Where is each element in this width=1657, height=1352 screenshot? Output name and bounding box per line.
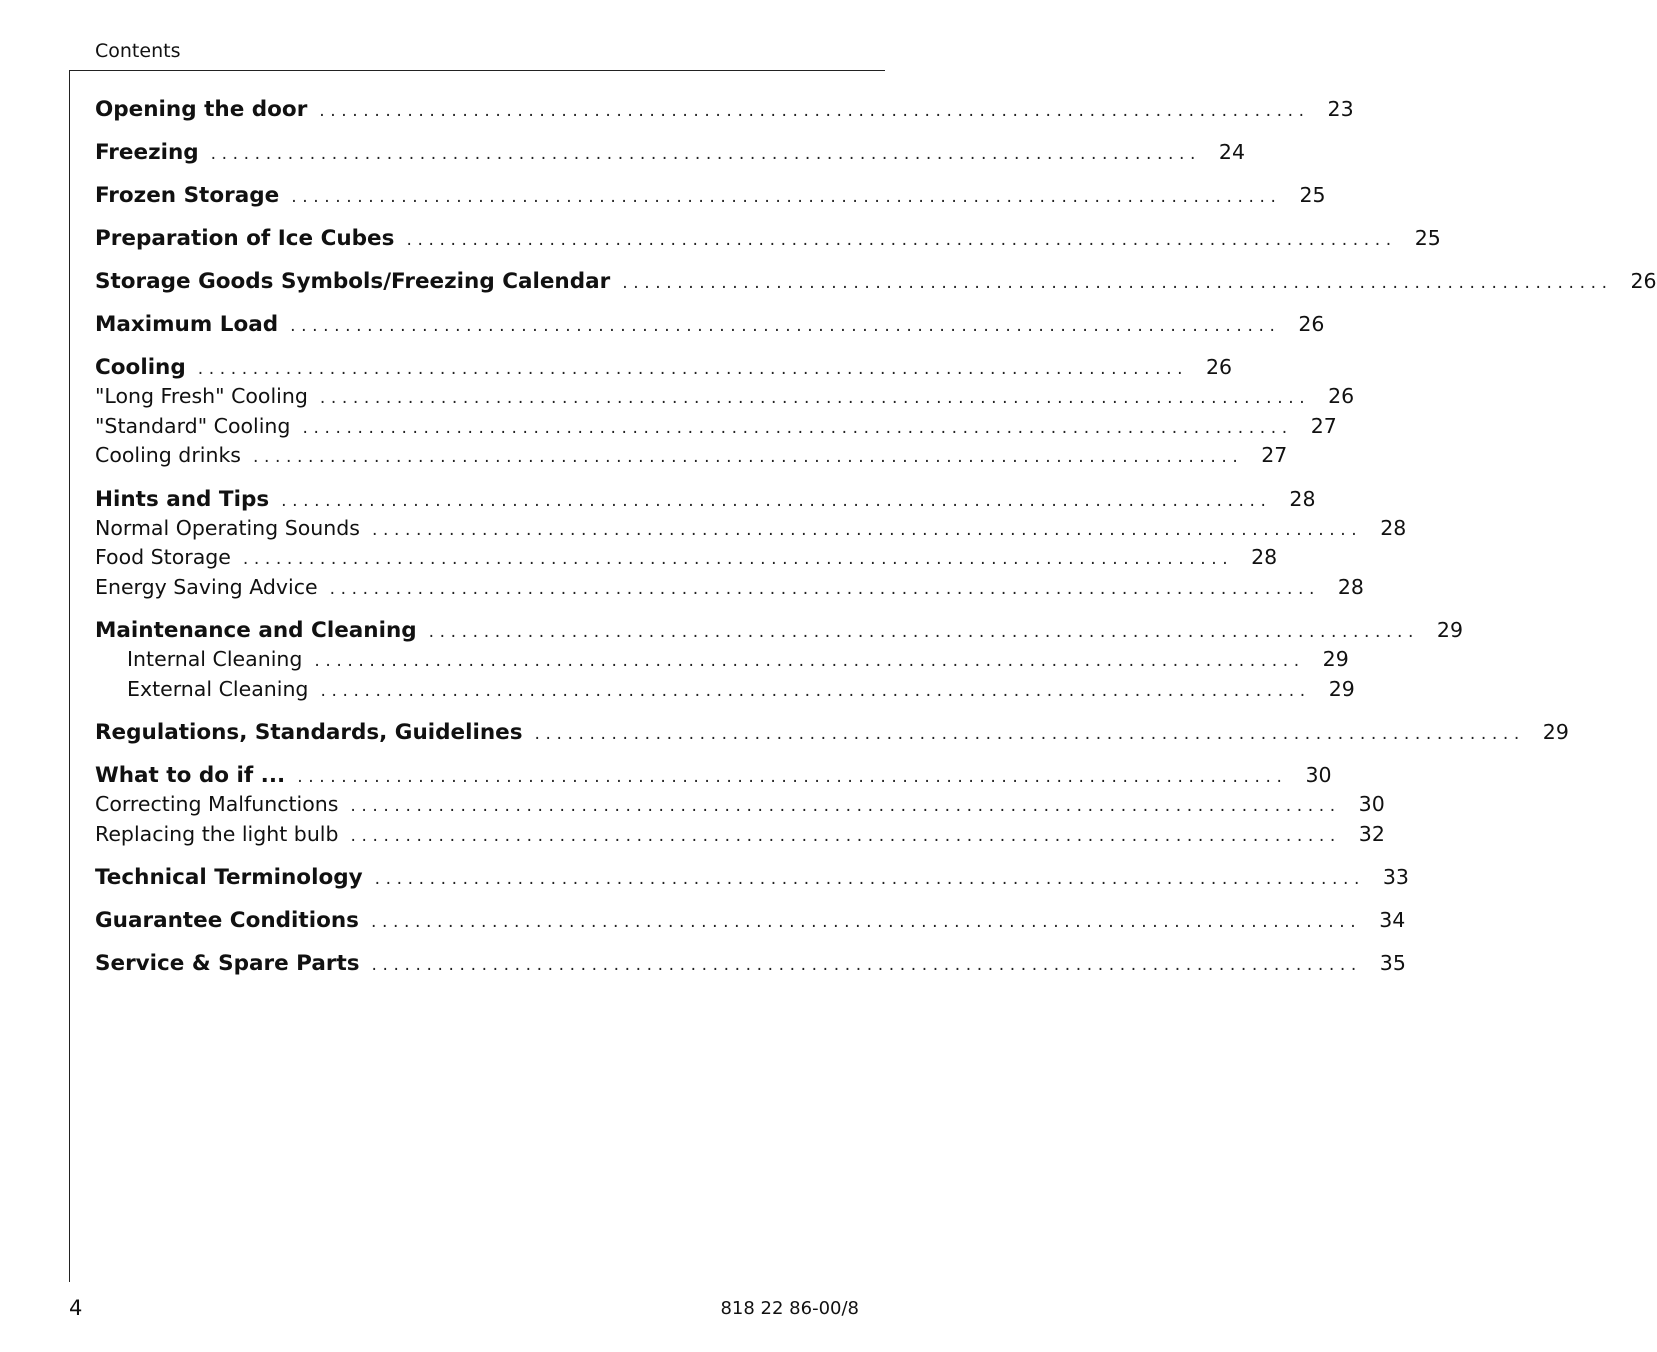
dot-leader: .......................................................................................... [314, 651, 1305, 671]
toc-entry [95, 137, 1246, 167]
dot-leader: .......................................................................................... [350, 825, 1341, 846]
dot-leader: .......................................................................................... [319, 101, 1310, 121]
toc-entry-title: Maximum Load [95, 312, 279, 337]
toc-entry-page: 25 [1299, 183, 1326, 207]
toc-entry-title: Preparation of Ice Cubes [95, 226, 395, 251]
toc-group [95, 760, 1385, 849]
toc-entry [95, 309, 1325, 339]
toc-group [95, 94, 1354, 124]
dot-leader: .......................................................................................... [622, 273, 1613, 293]
document-code: 818 22 86-00/8 [720, 1298, 859, 1319]
toc-group [95, 717, 1569, 747]
toc-subentry [95, 382, 1355, 412]
toc-entry-title: Storage Goods Symbols/Freezing Calendar [95, 269, 611, 294]
toc-entry [95, 352, 1233, 382]
toc-entry-title: Maintenance and Cleaning [95, 618, 417, 643]
toc-entry-page: 28 [1380, 515, 1407, 540]
toc-entry-title: Opening the door [95, 97, 308, 122]
toc-group [95, 352, 1355, 471]
toc-group [95, 309, 1325, 339]
toc-entry-page: 27 [1261, 443, 1288, 467]
dot-leader: .......................................................................................... [371, 519, 1363, 540]
toc-entry-page: 30 [1305, 763, 1332, 787]
toc-entry-title: Regulations, Standards, Guidelines [95, 720, 523, 745]
toc-entry [95, 180, 1326, 210]
margin-rule [69, 70, 70, 1282]
dot-leader: .......................................................................................... [290, 316, 1281, 336]
dot-leader: .......................................................................................... [242, 549, 1234, 569]
toc-entry-title: Food Storage [95, 545, 231, 569]
toc-entry-title: Cooling drinks [95, 443, 241, 467]
toc-entry-page: 26 [1206, 355, 1233, 379]
toc-entry-title: Replacing the light bulb [95, 821, 339, 846]
toc-entry-title: Service & Spare Parts [95, 951, 360, 976]
toc-entry [95, 266, 1657, 296]
toc-entry-title: Cooling [95, 355, 186, 380]
toc-subentry [95, 675, 1355, 705]
toc-entry-page: 29 [1328, 676, 1355, 701]
toc-entry-page: 29 [1436, 618, 1464, 642]
toc-entry-page: 23 [1327, 97, 1354, 121]
toc-entry-title: Correcting Malfunctions [95, 792, 339, 816]
dot-leader: .......................................................................................... [370, 912, 1362, 932]
toc-group [95, 266, 1657, 296]
toc-subentry [95, 573, 1364, 603]
toc-entry-page: 26 [1328, 384, 1355, 408]
toc-group [95, 223, 1441, 253]
toc-subentry [95, 645, 1349, 675]
dot-leader: .......................................................................................... [371, 955, 1362, 975]
toc-entry-page: 28 [1337, 574, 1364, 599]
dot-leader: .......................................................................................... [350, 796, 1341, 816]
dot-leader: .......................................................................................... [253, 447, 1244, 467]
toc-entry [95, 760, 1332, 790]
dot-leader: .......................................................................................... [534, 724, 1525, 744]
dot-leader: .......................................................................................... [197, 359, 1189, 379]
toc-entry-page: 35 [1379, 951, 1406, 975]
dot-leader: .......................................................................................... [210, 144, 1202, 164]
running-header: Contents [95, 40, 181, 62]
toc-entry-page: 29 [1542, 720, 1569, 744]
toc-entry-page: 26 [1630, 269, 1657, 293]
toc-entry-page: 24 [1218, 140, 1246, 164]
toc-entry-page: 25 [1414, 226, 1441, 250]
toc-group [95, 180, 1326, 210]
toc-entry-title: Normal Operating Sounds [95, 515, 360, 540]
toc-group [95, 905, 1406, 935]
toc-entry-title: External Cleaning [127, 676, 309, 701]
toc-entry-page: 28 [1289, 486, 1316, 511]
toc-entry-title: Technical Terminology [95, 865, 363, 890]
toc-group [95, 615, 1464, 704]
toc-subentry [95, 790, 1385, 820]
toc-entry-page: 27 [1310, 413, 1337, 438]
dot-leader: .......................................................................................... [281, 490, 1272, 511]
toc-entry-title: Freezing [95, 140, 199, 165]
toc-entry-title: Frozen Storage [95, 183, 280, 208]
toc-entry-title: Hints and Tips [95, 486, 270, 512]
toc-group [95, 484, 1407, 603]
table-of-contents [95, 94, 1657, 991]
toc-entry [95, 717, 1569, 747]
toc-entry [95, 862, 1409, 892]
toc-entry-title: Energy Saving Advice [95, 574, 318, 599]
toc-group [95, 137, 1246, 167]
dot-leader: .......................................................................................... [302, 417, 1293, 438]
toc-subentry [95, 543, 1278, 573]
toc-group [95, 862, 1409, 892]
toc-entry [95, 905, 1406, 935]
toc-entry-page: 33 [1382, 865, 1409, 889]
dot-leader: .......................................................................................... [319, 388, 1311, 408]
dot-leader: .......................................................................................... [297, 767, 1288, 787]
toc-entry-title: "Long Fresh" Cooling [95, 384, 308, 408]
dot-leader: .......................................................................................... [428, 622, 1420, 642]
dot-leader: .......................................................................................... [329, 578, 1320, 599]
dot-leader: .......................................................................................... [291, 187, 1282, 207]
toc-entry [95, 615, 1464, 645]
dot-leader: .......................................................................................... [320, 680, 1311, 701]
dot-leader: .......................................................................................... [406, 230, 1397, 250]
page-number: 4 [69, 1296, 83, 1320]
toc-entry-title: What to do if ... [95, 763, 286, 788]
toc-entry-page: 30 [1358, 792, 1385, 816]
toc-subentry [95, 412, 1337, 442]
toc-entry [95, 94, 1354, 124]
toc-entry-page: 34 [1379, 908, 1406, 932]
toc-subentry [95, 514, 1407, 544]
toc-entry [95, 223, 1441, 253]
toc-entry [95, 948, 1406, 978]
toc-entry-title: Internal Cleaning [127, 647, 303, 671]
toc-entry-page: 32 [1358, 821, 1385, 846]
toc-entry-title: Guarantee Conditions [95, 908, 359, 933]
header-rule [69, 70, 885, 71]
toc-entry [95, 484, 1316, 514]
toc-group [95, 948, 1406, 978]
toc-subentry [95, 441, 1288, 471]
dot-leader: .......................................................................................... [374, 869, 1365, 889]
toc-subentry [95, 820, 1385, 850]
toc-entry-page: 28 [1251, 545, 1278, 569]
toc-entry-title: "Standard" Cooling [95, 413, 291, 438]
toc-entry-page: 26 [1298, 312, 1325, 336]
toc-entry-page: 29 [1322, 647, 1349, 671]
